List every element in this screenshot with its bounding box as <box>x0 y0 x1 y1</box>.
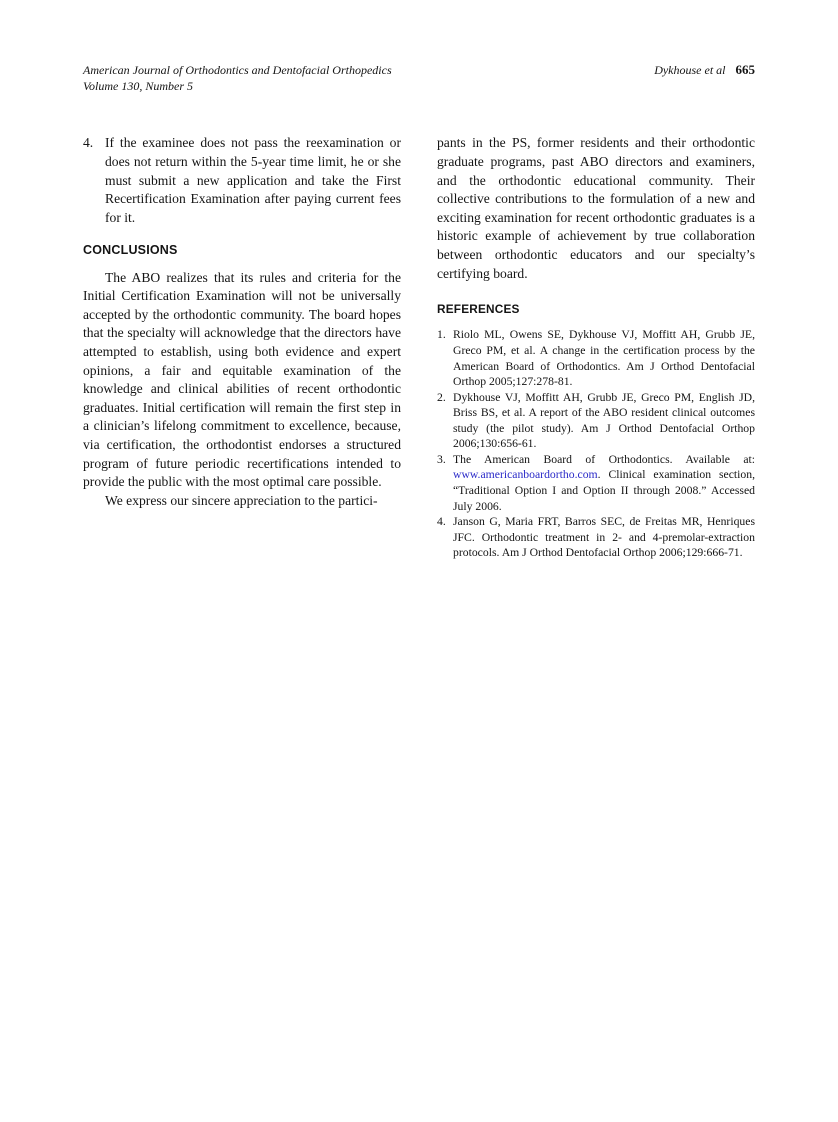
reference-item <box>437 327 755 389</box>
reference-item <box>437 390 755 452</box>
journal-masthead <box>83 62 392 94</box>
reference-number: 4. <box>437 515 446 529</box>
reference-item <box>437 452 755 514</box>
reference-number: 3. <box>437 452 446 466</box>
reference-number: 2. <box>437 390 446 404</box>
reference-text-pre: The American Board of Orthodontics. Available at: <box>453 452 755 466</box>
list-item-4 <box>83 134 401 227</box>
conclusions-heading: CONCLUSIONS <box>83 243 178 258</box>
journal-volume: Volume 130, Number 5 <box>83 79 193 94</box>
journal-title: American Journal of Orthodontics and Dentofacial Orthopedics <box>83 63 392 77</box>
list-item-number: 4. <box>83 135 94 151</box>
conclusions-paragraph: The ABO realizes that its rules and criteria for the Initial Certification Examination will not be universally accepted by the orthodontic community. The board hopes that the specialty will acknowledge that the directors have attempted to establish, using both evidence and expert opinions, a fair and equitable examination of the knowledge and clinical abilities of recent orthodontic graduates. Initial certification will remain the first step in a clinician’s lifelong commitment to excellence, because, via certification, the orthodontist endorses a structured program of future periodic recertifications intended to provide the public with the most optimal care possible. <box>83 269 401 490</box>
acknowledgment-paragraph: We express our sincere appreciation to the partici- <box>105 492 378 508</box>
left-column <box>83 134 401 560</box>
reference-text: Janson G, Maria FRT, Barros SEC, de Freitas MR, Henriques JFC. Orthodontic treatment in 2- and 4-premolar-extraction protocols. Am J Orthod Dentofacial Orthop 2006;129:666-71. <box>453 515 755 560</box>
reference-number: 1. <box>437 328 446 342</box>
reference-link[interactable]: www.americanboardortho.com <box>453 468 598 482</box>
reference-text: Dykhouse VJ, Moffitt AH, Grubb JE, Greco PM, English JD, Briss BS, et al. A report of the ABO resident clinical outcomes study (the pilot study). Am J Orthod Dentofacial Orthop 2006;130:656-61. <box>453 390 755 451</box>
two-column-body <box>83 134 755 560</box>
page-number: 665 <box>735 62 755 77</box>
reference-text <box>453 452 755 514</box>
reference-list <box>437 327 755 560</box>
continuation-paragraph: pants in the PS, former residents and their orthodontic graduate programs, past ABO directors and examiners, and the orthodontic educational community. Their collective contributions to the formulation of a new and exciting examination for recent orthodontic graduates is a historic example of achievement by true collaboration between orthodontic educators and our specialty’s certifying board. <box>437 135 755 281</box>
reference-item <box>437 514 755 561</box>
right-column <box>437 134 755 560</box>
reference-text: Riolo ML, Owens SE, Dykhouse VJ, Moffitt AH, Grubb JE, Greco PM, et al. A change in the certification process by the American Board of Orthodontics. Am J Orthod Dentofacial Orthop 2005;127:278-81. <box>453 328 755 389</box>
running-head-authors: Dykhouse et al <box>654 63 726 77</box>
page-header <box>83 62 755 94</box>
references-heading: REFERENCES <box>437 302 520 317</box>
running-head <box>654 62 755 78</box>
list-item-text: If the examinee does not pass the reexamination or does not return within the 5-year time limit, he or she must submit a new application and take the First Recertification Examination after paying current fees for it. <box>105 135 401 225</box>
reference-text-post: . Clinical examination section, “Traditional Option I and Option II through 2008.” Accessed July 2006. <box>453 468 755 513</box>
